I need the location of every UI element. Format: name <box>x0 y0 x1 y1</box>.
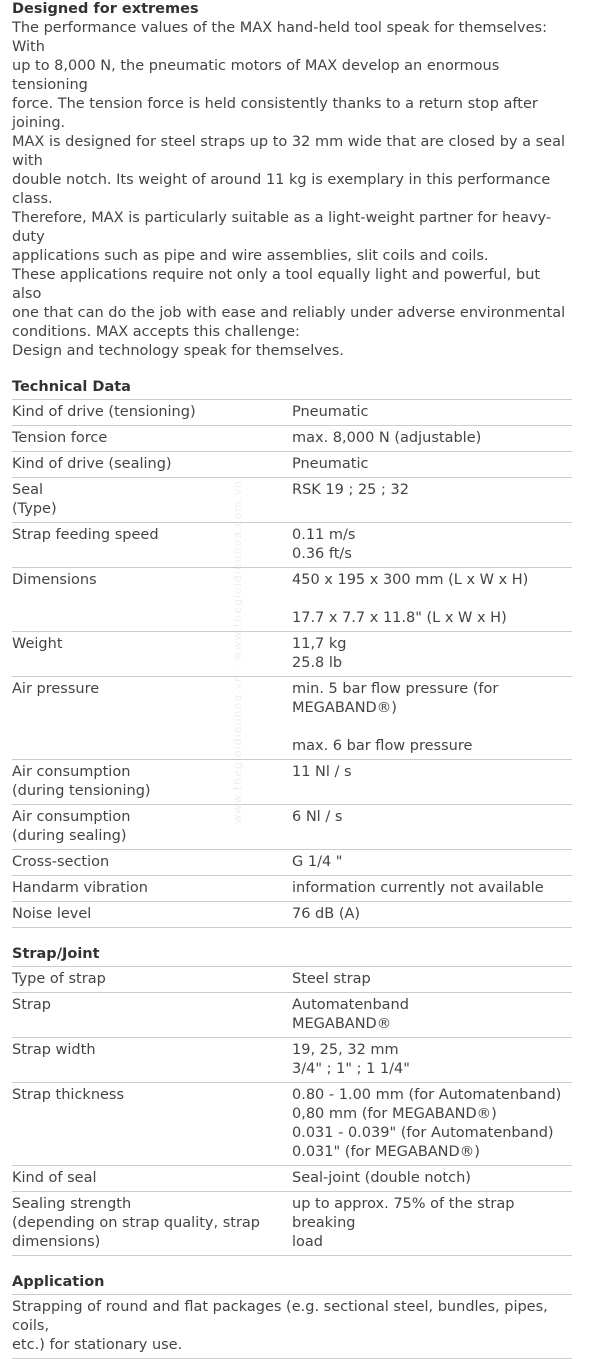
row-label <box>12 1166 292 1192</box>
row-value <box>292 452 572 478</box>
row-label-line: Tension force <box>12 430 108 446</box>
watermark: www.thegioidieuhoa.vn · www.thegioidieuhoa.com.vn <box>231 480 244 824</box>
intro-line: The performance values of the MAX hand-held tool speak for themselves: With <box>12 20 547 55</box>
strap-joint-table <box>12 966 572 1256</box>
row-value <box>292 805 572 850</box>
row-label <box>12 1192 292 1256</box>
application-table <box>12 1294 572 1359</box>
intro-line: Design and technology speak for themselves. <box>12 343 344 359</box>
table-row <box>12 993 572 1038</box>
table-row <box>12 426 572 452</box>
row-label-line: (depending on strap quality, strap <box>12 1215 261 1231</box>
row-value-line: MEGABAND® <box>292 1016 392 1032</box>
row-label-line: Kind of drive (sealing) <box>12 456 172 472</box>
row-value <box>292 850 572 876</box>
technical-data-title: Technical Data <box>12 379 131 395</box>
row-value-line: 17.7 x 7.7 x 11.8" (L x W x H) <box>292 610 507 626</box>
table-row <box>12 876 572 902</box>
row-label <box>12 1083 292 1166</box>
row-value-line: 0.36 ft/s <box>292 546 352 562</box>
table-row <box>12 632 572 677</box>
table-row <box>12 677 572 760</box>
application-line: etc.) for stationary use. <box>12 1337 183 1353</box>
row-label-line: Strap width <box>12 1042 96 1058</box>
intro-line: conditions. MAX accepts this challenge: <box>12 324 300 340</box>
row-value-line: 0.80 - 1.00 mm (for Automatenband) <box>292 1087 562 1103</box>
row-label-line: (Type) <box>12 501 57 517</box>
application-section <box>12 1273 572 1359</box>
row-label-line: Cross-section <box>12 854 110 870</box>
row-label-line: Handarm vibration <box>12 880 148 896</box>
row-label <box>12 523 292 568</box>
row-label <box>12 632 292 677</box>
row-value-line: 25.8 lb <box>292 655 343 671</box>
row-value-line: max. 8,000 N (adjustable) <box>292 430 482 446</box>
technical-data-table <box>12 399 572 928</box>
row-value <box>292 902 572 928</box>
table-row <box>12 1038 572 1083</box>
row-label <box>12 400 292 426</box>
row-label <box>12 967 292 993</box>
row-value-line: 11,7 kg <box>292 636 347 652</box>
row-value <box>292 426 572 452</box>
row-value-line: load <box>292 1234 323 1250</box>
row-label-line: dimensions) <box>12 1234 101 1250</box>
blank-line <box>292 590 572 609</box>
row-value <box>292 523 572 568</box>
blank-line <box>292 718 572 737</box>
row-value <box>292 1038 572 1083</box>
table-row <box>12 400 572 426</box>
row-label-line: Weight <box>12 636 63 652</box>
row-label-line: Kind of drive (tensioning) <box>12 404 196 420</box>
row-value <box>292 1083 572 1166</box>
intro-line: MAX is designed for steel straps up to 32 mm wide that are closed by a seal with <box>12 134 565 169</box>
table-row <box>12 850 572 876</box>
row-value-line: 11 Nl / s <box>292 764 352 780</box>
row-label-line: Seal <box>12 482 44 498</box>
row-label <box>12 850 292 876</box>
row-label-line: (during tensioning) <box>12 783 151 799</box>
row-label <box>12 876 292 902</box>
row-label <box>12 993 292 1038</box>
row-label-line: Noise level <box>12 906 92 922</box>
row-value <box>292 876 572 902</box>
intro-title: Designed for extremes <box>12 1 199 17</box>
technical-data-section <box>12 378 572 928</box>
row-label-line: Strap thickness <box>12 1087 125 1103</box>
row-value <box>292 993 572 1038</box>
row-label-line: Air consumption <box>12 764 131 780</box>
row-label-line: Kind of seal <box>12 1170 97 1186</box>
intro-line: force. The tension force is held consistently thanks to a return stop after joining. <box>12 96 538 131</box>
table-row <box>12 1192 572 1256</box>
table-row <box>12 805 572 850</box>
row-label-line: Type of strap <box>12 971 106 987</box>
table-row <box>12 1083 572 1166</box>
row-label <box>12 805 292 850</box>
row-value-line: G 1/4 " <box>292 854 343 870</box>
row-value-line: 3/4" ; 1" ; 1 1/4" <box>292 1061 410 1077</box>
table-row <box>12 568 572 632</box>
row-value-line: Pneumatic <box>292 456 369 472</box>
table-row <box>12 1295 572 1359</box>
table-row <box>12 1166 572 1192</box>
row-label <box>12 568 292 632</box>
intro-body <box>12 19 572 361</box>
row-value-line: RSK 19 ; 25 ; 32 <box>292 482 409 498</box>
strap-joint-title: Strap/Joint <box>12 946 100 962</box>
row-label-line: Strap <box>12 997 51 1013</box>
row-value <box>292 478 572 523</box>
intro-line: double notch. Its weight of around 11 kg is exemplary in this performance class. <box>12 172 551 207</box>
intro-line: These applications require not only a tool equally light and powerful, but also <box>12 267 541 302</box>
strap-joint-section <box>12 945 572 1256</box>
row-value-line: Steel strap <box>292 971 371 987</box>
intro-line: applications such as pipe and wire assemblies, slit coils and coils. <box>12 248 489 264</box>
row-label <box>12 478 292 523</box>
row-label <box>12 452 292 478</box>
intro-line: one that can do the job with ease and reliably under adverse environmental <box>12 305 566 321</box>
table-row <box>12 902 572 928</box>
row-value-line: 0,80 mm (for MEGABAND®) <box>292 1106 497 1122</box>
row-value-line: information currently not available <box>292 880 544 896</box>
intro-section <box>12 0 572 361</box>
application-line: Strapping of round and flat packages (e.g. sectional steel, bundles, pipes, coils, <box>12 1299 548 1334</box>
row-value <box>292 1166 572 1192</box>
row-label <box>12 677 292 760</box>
row-label <box>12 1038 292 1083</box>
row-value-line: min. 5 bar flow pressure (for <box>292 681 499 697</box>
row-value <box>292 568 572 632</box>
table-row <box>12 523 572 568</box>
row-value <box>292 400 572 426</box>
row-value-line: 6 Nl / s <box>292 809 343 825</box>
row-label <box>12 760 292 805</box>
row-value-line: 19, 25, 32 mm <box>292 1042 399 1058</box>
row-label-line: Air pressure <box>12 681 100 697</box>
row-value-line: max. 6 bar flow pressure <box>292 738 473 754</box>
row-value-line: 0.031" (for MEGABAND®) <box>292 1144 480 1160</box>
row-value <box>292 760 572 805</box>
row-value-line: Automatenband <box>292 997 409 1013</box>
row-value-line: Pneumatic <box>292 404 369 420</box>
intro-line: Therefore, MAX is particularly suitable as a light-weight partner for heavy-duty <box>12 210 552 245</box>
table-row <box>12 760 572 805</box>
table-row <box>12 452 572 478</box>
row-value <box>292 1192 572 1256</box>
row-label-line: Sealing strength <box>12 1196 132 1212</box>
row-value-line: MEGABAND®) <box>292 700 397 716</box>
row-value <box>292 677 572 760</box>
intro-line: up to 8,000 N, the pneumatic motors of MAX develop an enormous tensioning <box>12 58 500 93</box>
row-label-line: (during sealing) <box>12 828 127 844</box>
row-value-line: up to approx. 75% of the strap breaking <box>292 1196 515 1231</box>
application-title: Application <box>12 1274 105 1290</box>
table-row <box>12 478 572 523</box>
row-label-line: Dimensions <box>12 572 97 588</box>
row-label <box>12 902 292 928</box>
row-value-line: 76 dB (A) <box>292 906 361 922</box>
row-label <box>12 426 292 452</box>
row-value-line: 450 x 195 x 300 mm (L x W x H) <box>292 572 529 588</box>
row-value <box>292 632 572 677</box>
application-text <box>12 1295 572 1359</box>
table-row <box>12 967 572 993</box>
row-value-line: 0.031 - 0.039" (for Automatenband) <box>292 1125 554 1141</box>
row-value <box>292 967 572 993</box>
row-label-line: Strap feeding speed <box>12 527 159 543</box>
row-value-line: 0.11 m/s <box>292 527 356 543</box>
row-value-line: Seal-joint (double notch) <box>292 1170 471 1186</box>
row-label-line: Air consumption <box>12 809 131 825</box>
